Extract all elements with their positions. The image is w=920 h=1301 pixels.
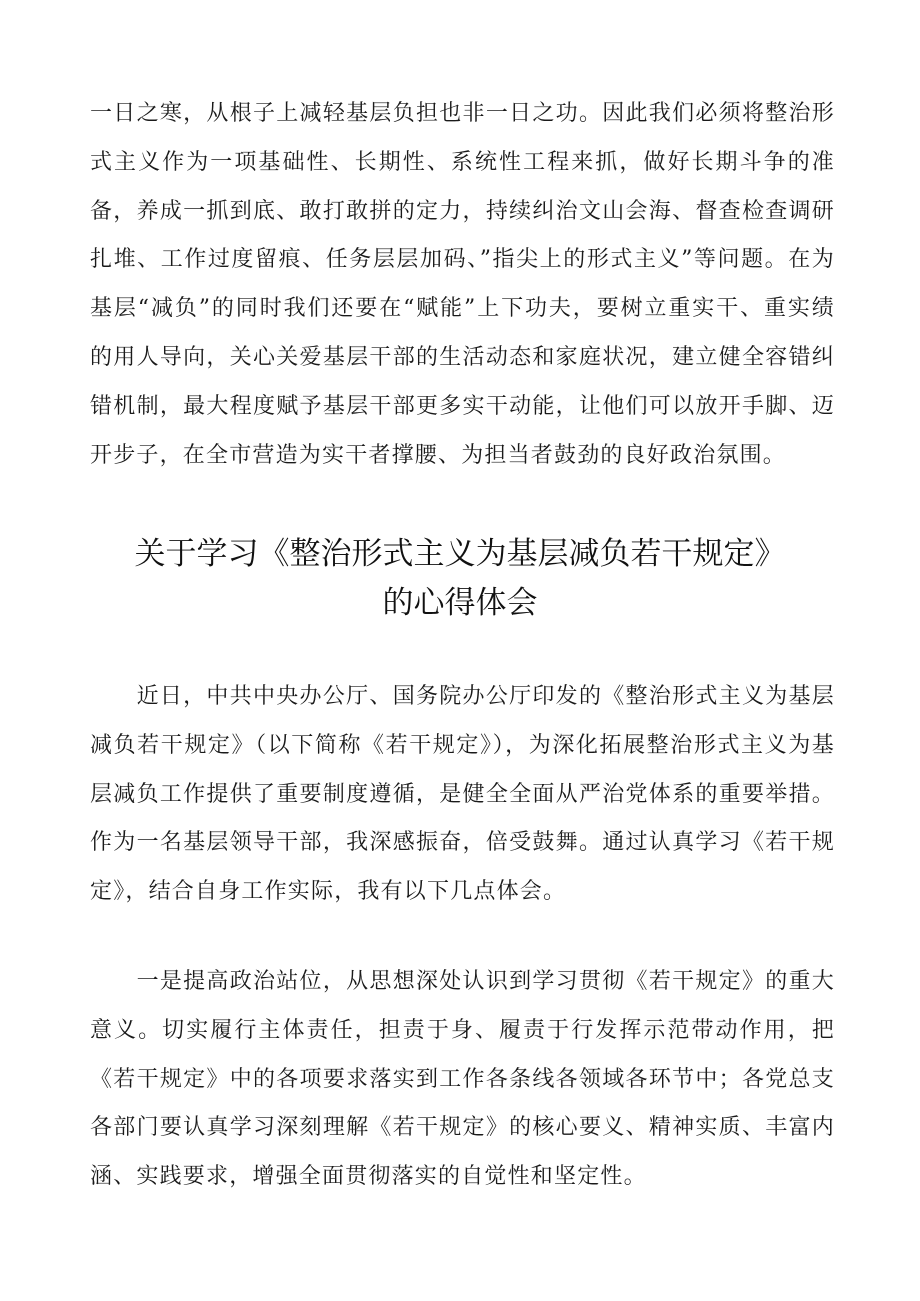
- body-paragraph-1: 近日，中共中央办公厅、国务院办公厅印发的《整治形式主义为基层减负若干规定》（以下简称《若干规定》），为深化拓展整治形式主义为基层减负工作提供了重要制度遵循，是健全全面从严治党体系的重要举措。作为一名基层领导干部，我深感振奋，倍受鼓舞。通过认真学习《若干规定》，结合自身工作实际，我有以下几点体会。: [90, 684, 835, 905]
- page-title: [60, 530, 860, 628]
- intro-paragraph: 一日之寒，从根子上减轻基层负担也非一日之功。因此我们必须将整治形式主义作为一项基础性、长期性、系统性工程来抓，做好长期斗争的准备，养成一抓到底、敢打敢拼的定力，持续纠治文山会海、督查检查调研扎堆、工作过度留痕、任务层层加码、”指尖上的形式主义”等问题。在为基层“减负”的同时我们还要在“赋能”上下功夫，要树立重实干、重实绩的用人导向，关心关爱基层干部的生活动态和家庭状况，建立健全容错纠错机制，最大程度赋予基层干部更多实干动能，让他们可以放开手脚、迈开步子，在全市营造为实干者撑腰、为担当者鼓劲的良好政治氛围。: [90, 101, 835, 468]
- title-line-1: 关于学习《整治形式主义为基层减负若干规定》: [134, 536, 786, 572]
- body-paragraph-2: 一是提高政治站位，从思想深处认识到学习贯彻《若干规定》的重大意义。切实履行主体责任，担责于身、履责于行发挥示范带动作用，把《若干规定》中的各项要求落实到工作各条线各领域各环节中；各党总支各部门要认真学习深刻理解《若干规定》的核心要义、精神实质、丰富内涵、实践要求，增强全面贯彻落实的自觉性和坚定性。: [90, 969, 835, 1190]
- title-line-2: 的心得体会: [382, 585, 538, 621]
